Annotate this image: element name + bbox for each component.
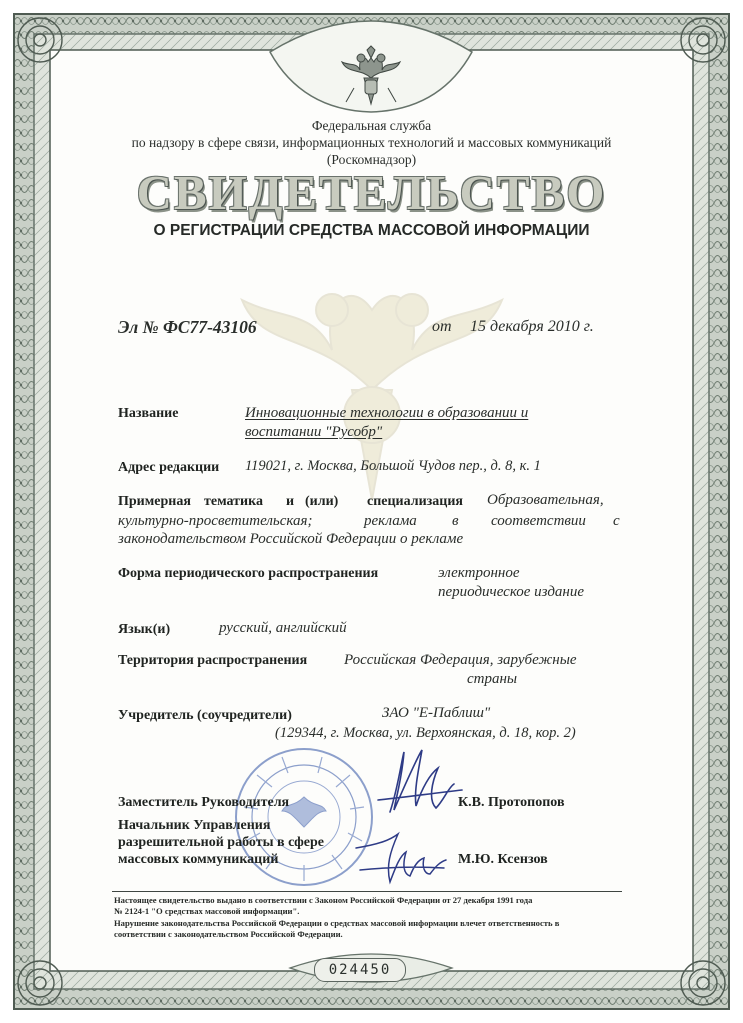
founder-label: Учредитель (соучредители) [118,708,292,723]
topic-value-word: соответствии [491,513,586,529]
name-value-line-2: воспитании "Русобр" [245,424,383,440]
founder-value: ЗАО "Е-Паблиш" [382,705,491,721]
territory-value-line-1: Российская Федерация, зарубежные [344,652,577,668]
topic-value-line-3: законодательством Российской Федерации о рекламе [118,531,464,547]
topic-value-word: с [613,513,620,529]
deputy-title: Заместитель Руководителя [118,795,290,810]
topic-label-word: тематика [204,494,263,509]
certificate-subtitle: О РЕГИСТРАЦИИ СРЕДСТВА МАССОВОЙ ИНФОРМАЦИИ [153,222,590,239]
handwritten-signature [358,748,468,824]
topic-value-line-1: Образовательная, [487,492,604,508]
address-label: Адрес редакции [118,460,220,475]
topic-label-word: (или) [305,494,339,509]
form-label: Форма периодического распространения [118,566,379,581]
head-title-line-2: разрешительной работы в сфере [118,835,324,850]
form-value-line-2: периодическое издание [438,584,585,600]
head-title-line-3: массовых коммуникаций [118,852,279,867]
footer-divider [112,891,622,892]
double-headed-eagle-emblem [338,44,404,110]
founder-address: (129344, г. Москва, ул. Верхоянская, д. 18, кор. 2) [275,725,576,741]
footer-note-line-4: соответствии с законодательством Российской Федерации. [114,929,343,939]
address-value: 119021, г. Москва, Большой Чудов пер., д. 8, к. 1 [245,458,541,474]
agency-line-3: (Роскомнадзор) [326,152,417,167]
topic-value-word: реклама [364,513,417,529]
date-prefix: от [432,318,452,335]
registration-number: Эл № ФС77-43106 [118,317,257,337]
head-name: М.Ю. Ксензов [458,852,548,867]
serial-number: 024450 [314,958,406,982]
topic-label-word: специализация [367,494,464,509]
registration-date: 15 декабря 2010 г. [470,318,594,335]
head-title-line-1: Начальник Управления [118,818,271,833]
topic-label-word: и [286,494,295,509]
topic-value-word: культурно-просветительская; [118,513,313,529]
footer-note-line-3: Нарушение законодательства Российской Федерации о средствах массовой информации влечет ответственность в [114,918,560,928]
form-value-line-1: электронное [438,565,520,581]
footer-note-line-2: № 2124-1 "О средствах массовой информации". [114,906,300,916]
agency-line-1: Федеральная служба [311,118,432,133]
language-label: Язык(и) [118,622,171,637]
name-value-line-1: Инновационные технологии в образовании и [245,405,529,421]
agency-line-2: по надзору в сфере связи, информационных технологий и массовых коммуникаций [131,135,612,150]
footer-note-line-1: Настоящее свидетельство выдано в соответствии с Законом Российской Федерации от 27 декабря 1991 года [114,895,533,905]
territory-label: Территория распространения [118,653,308,668]
language-value: русский, английский [219,620,347,636]
handwritten-signature [350,826,450,890]
name-label: Название [118,406,179,421]
territory-value-line-2: страны [467,671,518,687]
topic-label-word: Примерная [118,494,191,509]
topic-value-word: в [452,513,459,529]
deputy-name: К.В. Протопопов [458,795,565,810]
certificate-title: СВИДЕТЕЛЬСТВО [136,165,607,220]
